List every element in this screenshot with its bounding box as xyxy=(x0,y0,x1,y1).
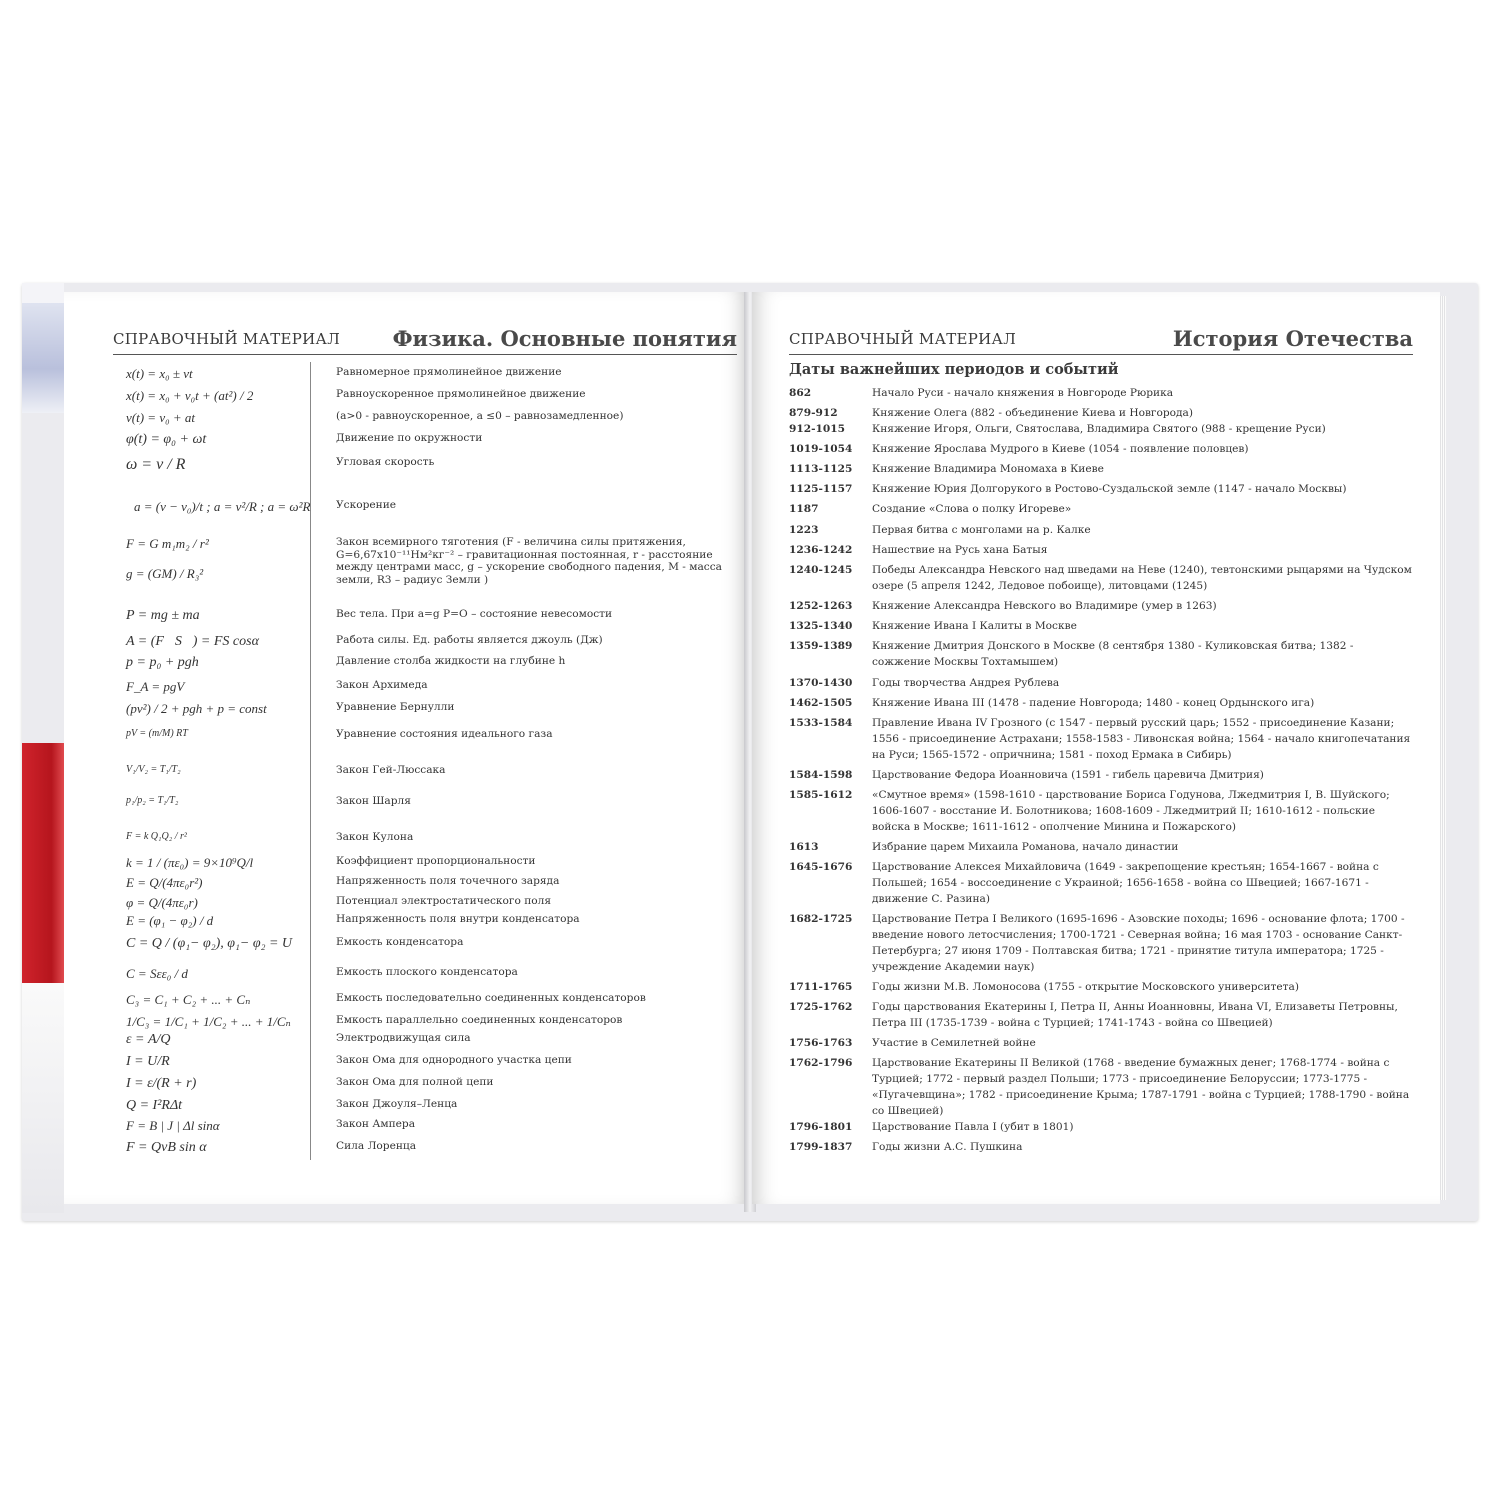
formula: V₁/V₂ = T₁/T₂ xyxy=(126,764,181,775)
section-label: СПРАВОЧНЫЙ МАТЕРИАЛ xyxy=(113,330,341,348)
formula-description: Закон Шарля xyxy=(336,795,411,807)
formula: x(t) = x₀ + v₀t + (at²) / 2 xyxy=(126,388,254,403)
history-event: «Смутное время» (1598-1610 - царствование Бориса Годунова, Лжедмитрия I, В. Шуйского; 1606-1607 - восстание И. Болотникова; 1608-1609 - Лжедмитрий II; 1610-1612 - польские войска в Москве; 1611-1612 - ополчение Минина и Пожарского) xyxy=(872,789,1390,833)
formula: A = (F⃗S⃗) = FS cosα xyxy=(126,634,259,649)
history-year: 1019-1054 xyxy=(789,443,853,455)
history-event: Княжение Дмитрия Донского в Москве (8 сентября 1380 - Куликовская битва; 1382 - сожжение Москвы Тохтамышем) xyxy=(872,640,1354,668)
history-event: Княжение Игоря, Ольги, Святослава, Владимира Святого (988 - крещение Руси) xyxy=(872,423,1326,435)
formula-description: Емкость плоского конденсатора xyxy=(336,966,518,978)
history-event: Княжение Владимира Мономаха в Киеве xyxy=(872,463,1104,475)
history-year: 1682-1725 xyxy=(789,913,853,925)
history-event: Царствование Павла I (убит в 1801) xyxy=(872,1121,1074,1133)
history-year: 1584-1598 xyxy=(789,769,853,781)
formula-description: Напряженность поля точечного заряда xyxy=(336,875,560,887)
formula: pV = (m/M) RT xyxy=(126,728,188,739)
formula: v(t) = v₀ + at xyxy=(126,410,195,425)
history-year: 1711-1765 xyxy=(789,981,853,993)
history-event: Правление Ивана IV Грозного (с 1547 - первый русский царь; 1552 - присоединение Казани; 1556 - присоединение Астрахани; 1558-1583 - Ливонская война; 1564 - начало книгопечатания на Руси; 1565-1572 - опричнина; 1581 - поход Ермака в Сибирь) xyxy=(872,717,1411,761)
formula-description: Закон Джоуля–Ленца xyxy=(336,1098,458,1110)
left-page xyxy=(64,292,748,1204)
history-year: 1725-1762 xyxy=(789,1001,853,1013)
formula-description: Коэффициент пропорциональности xyxy=(336,855,536,867)
formula-description: Емкость последовательно соединенных конденсаторов xyxy=(336,992,646,1004)
history-year: 1187 xyxy=(789,503,819,515)
history-year: 862 xyxy=(789,387,812,399)
history-event: Годы творчества Андрея Рублева xyxy=(872,677,1060,689)
history-year: 1613 xyxy=(789,841,819,853)
formula: x(t) = x₀ ± vt xyxy=(126,366,193,381)
formula-description: Закон Гей-Люссака xyxy=(336,764,446,776)
history-event: Годы жизни М.В. Ломоносова (1755 - открытие Московского университета) xyxy=(872,981,1299,993)
history-event: Царствование Екатерины II Великой (1768 - введение бумажных денег; 1768-1774 - война с Турцией; 1772 - первый раздел Польши; 1773 - присоединение Белоруссии; 1773-1775 - «Пугачевщина»; 1782 - присоединение Крыма; 1787-1791 - война с Турцией; 1788-1790 - война со Швецией) xyxy=(872,1057,1410,1117)
history-year: 1799-1837 xyxy=(789,1141,853,1153)
formula-description: Равномерное прямолинейное движение xyxy=(336,366,562,378)
history-year: 1796-1801 xyxy=(789,1121,853,1133)
history-event: Княжение Юрия Долгорукого в Ростово-Суздальской земле (1147 - начало Москвы) xyxy=(872,483,1347,495)
formula: p₁/p₂ = T₁/T₂ xyxy=(126,795,179,806)
formula-description: Потенциал электростатического поля xyxy=(336,895,552,907)
history-year: 1645-1676 xyxy=(789,861,853,873)
history-year: 1325-1340 xyxy=(789,620,853,632)
right-page-header xyxy=(789,326,1413,355)
formula: E = (φ₁ − φ₂) / d xyxy=(126,913,214,928)
formula-description: Угловая скорость xyxy=(336,456,435,468)
formula-description: Давление столба жидкости на глубине h xyxy=(336,655,566,667)
formula-description: Вес тела. При a=g P=O – состояние невесомости xyxy=(336,608,613,620)
column-divider xyxy=(310,362,311,1160)
formula-description: Закон Ампера xyxy=(336,1118,416,1130)
history-event: Начало Руси - начало княжения в Новгороде Рюрика xyxy=(872,387,1174,399)
page-subtitle: Даты важнейших периодов и событий xyxy=(789,361,1119,378)
history-year: 912-1015 xyxy=(789,423,845,435)
formula-description: Закон всемирного тяготения (F - величина силы притяжения, G=6,67x10⁻¹¹Нм²кг⁻² – гравитационная постоянная, r - расстояние между центрами масс, g – ускорение свободного падения, M - масса земли, R3 – радиус Земли ) xyxy=(336,536,722,586)
formula-description: Сила Лоренца xyxy=(336,1140,417,1152)
history-event: Княжение Ивана I Калиты в Москве xyxy=(872,620,1077,632)
formula-description: Электродвижущая сила xyxy=(336,1032,471,1044)
history-event: Княжение Ярослава Мудрого в Киеве (1054 - появление половцев) xyxy=(872,443,1249,455)
formula-description: Равноускоренное прямолинейное движение xyxy=(336,388,586,400)
formula-description: Закон Ома для полной цепи xyxy=(336,1076,494,1088)
history-event: Нашествие на Русь хана Батыя xyxy=(872,544,1048,556)
history-event: Княжение Ивана III (1478 - падение Новгорода; 1480 - конец Ордынского ига) xyxy=(872,697,1315,709)
formula-description: Уравнение состояния идеального газа xyxy=(336,728,553,740)
cover-flag-image xyxy=(22,283,64,1221)
history-event: Царствование Петра I Великого (1695-1696 - Азовские походы; 1696 - основание флота; 1700 - введение нового летосчисления; 1700-1721 - Северная война; 16 мая 1703 - основание Санкт-Петербурга; 27 июня 1709 - Полтавская битва; 1721 - принятие титула императора; 1725 - учреждение Академии наук) xyxy=(872,913,1405,973)
history-year: 1252-1263 xyxy=(789,600,853,612)
formula-description: Ускорение xyxy=(336,499,397,511)
history-event: Царствование Федора Иоанновича (1591 - гибель царевича Дмитрия) xyxy=(872,769,1264,781)
history-year: 1113-1125 xyxy=(789,463,853,475)
formula-description: Движение по окружности xyxy=(336,432,483,444)
formula: ω = v / R xyxy=(126,456,186,473)
formula-description: Уравнение Бернулли xyxy=(336,701,455,713)
formula: F = k Q₁Q₂ / r² xyxy=(126,831,187,842)
formula: I = ε/(R + r) xyxy=(126,1076,197,1091)
history-event: Царствование Алексея Михайловича (1649 - закрепощение крестьян; 1654-1667 - война с Польшей; 1654 - воссоединение с Украиной; 1656-1658 - война со Швецией; 1667-1671 - движение С. Разина) xyxy=(872,861,1379,905)
history-event: Создание «Слова о полку Игореве» xyxy=(872,503,1072,515)
formula-description: Работа силы. Ед. работы является джоуль (Дж) xyxy=(336,634,603,646)
formula-description: Закон Кулона xyxy=(336,831,414,843)
formula: g = (GM) / R₃² xyxy=(126,566,204,581)
formula-description: Закон Ома для однородного участка цепи xyxy=(336,1054,572,1066)
history-event: Годы царствования Екатерины I, Петра II, Анны Иоанновны, Ивана VI, Елизаветы Петровны, Петра III (1735-1739 - война с Турцией; 1741-1743 - война со Швецией) xyxy=(872,1001,1398,1029)
left-page-header xyxy=(113,326,737,355)
right-page xyxy=(752,292,1440,1204)
history-year: 1125-1157 xyxy=(789,483,853,495)
formula: (pv²) / 2 + pgh + p = const xyxy=(126,701,267,716)
formula: C = Q / (φ₁− φ₂), φ₁− φ₂ = U xyxy=(126,936,293,951)
history-year: 1462-1505 xyxy=(789,697,853,709)
history-event: Избрание царем Михаила Романова, начало династии xyxy=(872,841,1179,853)
formula-description: (a>0 - равноускоренное, a ≤0 – равнозамедленное) xyxy=(336,410,624,422)
history-year: 1240-1245 xyxy=(789,564,853,576)
formula: 1/C₃ = 1/C₁ + 1/C₂ + ... + 1/Cₙ xyxy=(126,1014,291,1029)
formula: ε = A/Q xyxy=(126,1032,171,1047)
formula: φ = Q/(4πε₀r) xyxy=(126,895,198,910)
formula: φ(t) = φ₀ + ωt xyxy=(126,432,207,447)
section-label: СПРАВОЧНЫЙ МАТЕРИАЛ xyxy=(789,330,1017,348)
formula-description: Закон Архимеда xyxy=(336,679,428,691)
history-event: Годы жизни А.С. Пушкина xyxy=(872,1141,1023,1153)
page-title: Физика. Основные понятия xyxy=(392,326,737,351)
formula: F = G m₁m₂ / r² xyxy=(126,536,209,551)
formula: E = Q/(4πε₀r²) xyxy=(126,875,203,890)
history-event: Княжение Олега (882 - объединение Киева и Новгорода) xyxy=(872,407,1193,419)
history-event: Первая битва с монголами на р. Калке xyxy=(872,524,1091,536)
history-year: 1533-1584 xyxy=(789,717,853,729)
formula: F = QvB sin α xyxy=(126,1140,207,1155)
history-year: 1370-1430 xyxy=(789,677,853,689)
formula: a = (v − v₀)/t ; a = v²/R ; a = ω²R xyxy=(134,499,311,514)
history-year: 1756-1763 xyxy=(789,1037,853,1049)
history-event: Победы Александра Невского над шведами на Неве (1240), тевтонскими рыцарями на Чудском озере (5 апреля 1242, Ледовое побоище), литовцами (1245) xyxy=(872,564,1412,592)
page-title: История Отечества xyxy=(1172,326,1413,351)
formula: Q = I²RΔt xyxy=(126,1098,183,1113)
formula: p = p₀ + pgh xyxy=(126,655,199,670)
history-year: 879-912 xyxy=(789,407,838,419)
formula: F = B | J | Δl sinα xyxy=(126,1118,220,1133)
formula: I = U/R xyxy=(126,1054,170,1069)
history-year: 1223 xyxy=(789,524,819,536)
formula-description: Напряженность поля внутри конденсатора xyxy=(336,913,580,925)
history-year: 1359-1389 xyxy=(789,640,853,652)
history-year: 1585-1612 xyxy=(789,789,853,801)
history-event: Участие в Семилетней войне xyxy=(872,1037,1036,1049)
history-event: Княжение Александра Невского во Владимире (умер в 1263) xyxy=(872,600,1217,612)
formula-description: Емкость конденсатора xyxy=(336,936,464,948)
formula: k = 1 / (πε₀) = 9×10⁹Q/l xyxy=(126,855,254,870)
formula: C₃ = C₁ + C₂ + ... + Cₙ xyxy=(126,992,251,1007)
formula-description: Емкость параллельно соединенных конденсаторов xyxy=(336,1014,623,1026)
history-year: 1762-1796 xyxy=(789,1057,853,1069)
formula: F_A = pgV xyxy=(126,679,185,694)
formula: P = mg ± ma xyxy=(126,608,200,623)
formula: C = Sεε₀ / d xyxy=(126,966,188,981)
history-year: 1236-1242 xyxy=(789,544,853,556)
